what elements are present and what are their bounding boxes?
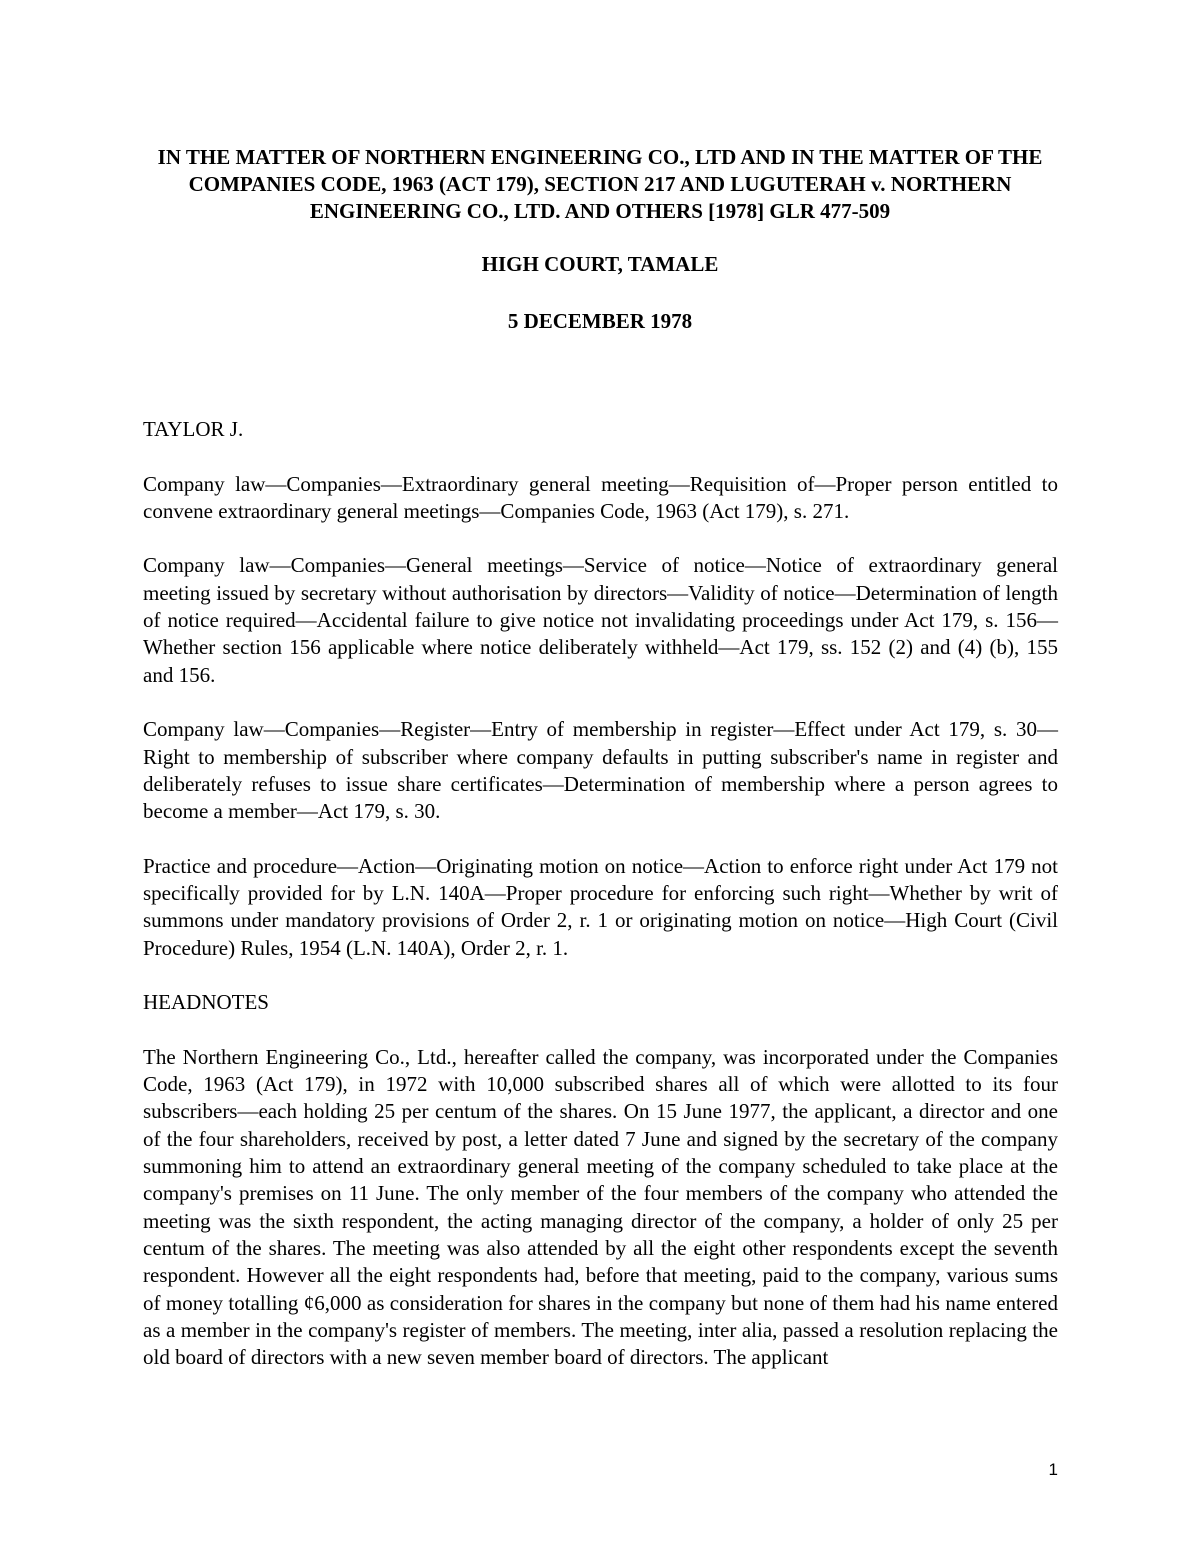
case-title: IN THE MATTER OF NORTHERN ENGINEERING CO., LTD AND IN THE MATTER OF THE COMPANIES CODE, 1963 (ACT 179), SECTION 217 AND LUGUTERAH v. NORTHERN ENGINEERING CO., LTD. AND OTHERS [1978] GLR 477-509 xyxy=(157,145,1043,223)
catchword-paragraph: Company law—Companies—General meetings—Service of notice—Notice of extraordinary general meeting issued by secretary without authorisation by directors—Validity of notice—Determination of length of notice required—Accidental failure to give notice not invalidating proceedings under Act 179, s. 156—Whether section 156 applicable where notice deliberately withheld—Act 179, ss. 152 (2) and (4) (b), 155 and 156. xyxy=(143,553,1058,687)
page-number: 1 xyxy=(1048,1460,1058,1479)
court-name: HIGH COURT, TAMALE xyxy=(481,252,719,276)
judge-name: TAYLOR J. xyxy=(143,417,244,441)
catchword-paragraph: Company law—Companies—Register—Entry of membership in register—Effect under Act 179, s. 30—Right to membership of subscriber where company defaults in putting subscriber's name in register and deliberately refuses to issue share certificates—Determination of membership where a person agrees to become a member—Act 179, s. 30. xyxy=(143,717,1058,824)
headnote-paragraph: The Northern Engineering Co., Ltd., hereafter called the company, was incorporated under the Companies Code, 1963 (Act 179), in 1972 with 10,000 subscribed shares all of which were allotted to its four subscribers—each holding 25 per centum of the shares. On 15 June 1977, the applicant, a director and one of the four shareholders, received by post, a letter dated 7 June and signed by the secretary of the company summoning him to attend an extraordinary general meeting of the company scheduled to take place at the company's premises on 11 June. The only member of the four members of the company who attended the meeting was the sixth respondent, the acting managing director of the company, a holder of only 25 per centum of the shares. The meeting was also attended by all the eight other respondents except the seventh respondent. However all the eight respondents had, before that meeting, paid to the company, various sums of money totalling ¢6,000 as consideration for shares in the company but none of them had his name entered as a member in the company's register of members. The meeting, inter alia, passed a resolution replacing the old board of directors with a new seven member board of directors. The applicant xyxy=(143,1044,1058,1370)
headnotes-heading: HEADNOTES xyxy=(143,990,269,1015)
catchword-paragraph: Practice and procedure—Action—Originating motion on notice—Action to enforce right under Act 179 not specifically provided for by L.N. 140A—Proper procedure for enforcing such right—Whether by writ of summons under mandatory provisions of Order 2, r. 1 or originating motion on notice—High Court (Civil Procedure) Rules, 1954 (L.N. 140A), Order 2, r. 1. xyxy=(143,853,1058,960)
judgment-date: 5 DECEMBER 1978 xyxy=(507,309,693,333)
document-body xyxy=(143,416,1058,1399)
catchword-paragraph: Company law—Companies—Extraordinary general meeting—Requisition of—Proper person entitled to convene extraordinary general meetings—Companies Code, 1963 (Act 179), s. 271. xyxy=(143,471,1058,523)
